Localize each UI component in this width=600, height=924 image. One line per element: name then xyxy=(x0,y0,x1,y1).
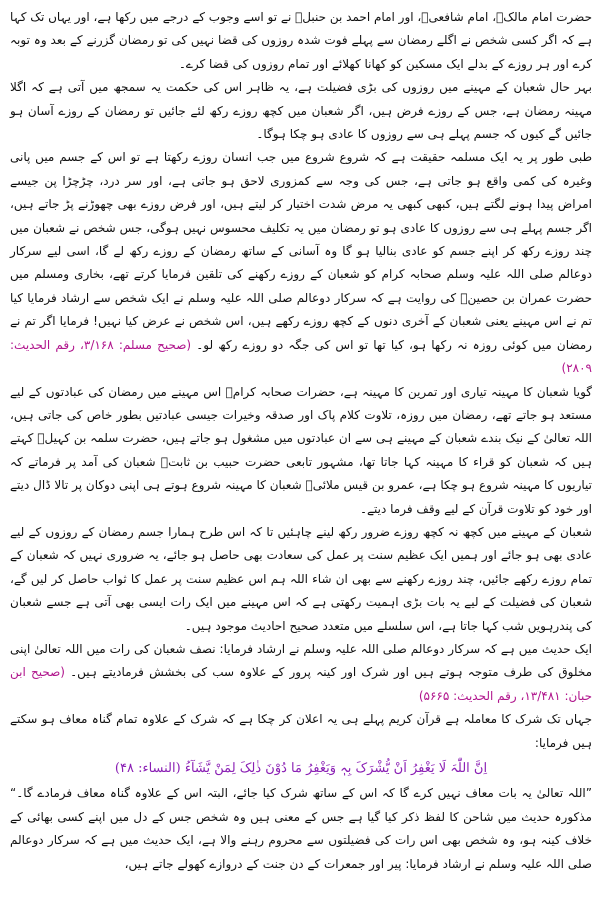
paragraph-3 xyxy=(10,146,592,380)
paragraph-6-text: ایک حدیث میں ہے کہ سرکار دوعالم صلی اللہ علیہ وسلم نے ارشاد فرمایا: نصف شعبان کی رات میں اللہ تعالیٰ اپنی مخلوق کی طرف متوجہ ہوتے ہیں اور شرک اور کینہ پرور کے علاوہ سب کی بخشش فرمادیتے ہیں۔ xyxy=(10,641,592,680)
paragraph-4-text: گویا شعبان کا مہینہ تیاری اور تمرین کا مہینہ ہے، حضرات صحابہ کرامؓ اس مہینے میں رمضان کی عبادتوں کے لیے مستعد ہو جاتے تھے، رمضان میں روزہ، تلاوت کلام پاک اور صدقہ وخیرات جیسی عبادتیں بطور خاص کی جاتی ہیں، اللہ تعالیٰ کے نیک بندے شعبان کے مہینے ہی سے ان عبادتوں میں مشغول ہو جاتے ہیں، حضرت سلمہ بن کہیلؒ کہتے ہیں کہ شعبان کو قراء کا مہینہ کہا جاتا تھا، مشہور تابعی حضرت حبیب بن ثابتؒ شعبان کی آمد پر فرماتے کہ تیاریوں کا مہینہ شروع ہو چکا ہے، عمرو بن قیس ملائیؒ شعبان کا مہینہ شروع ہوتے ہی اپنی دوکان پر تالا ڈال دیتے اور خود کو تلاوت قرآن کے لیے وقف فرما دیتے۔ xyxy=(10,384,592,516)
paragraph-3-text: طبی طور پر یہ ایک مسلمہ حقیقت ہے کہ شروع شروع میں جب انسان روزے رکھتا ہے تو اس کے جسم میں پانی وغیرہ کی کمی واقع ہو جاتی ہے، جس کی وجہ سے کمزوری لاحق ہو جاتی ہے، اور سر درد، چڑچڑا پن جیسے امراض پیدا ہونے لگتے ہیں، کبھی کبھی یہ مرض شدت اختیار کر لیتے ہیں، اور فرض روزے بھی چھوڑنے پڑ جاتے ہیں، اگر جسم پہلے ہی سے روزوں کا عادی ہو تو رمضان میں یہ تکلیف محسوس نہیں ہوگی، جس شخص نے شعبان میں چند روزے رکھ کر اپنے جسم کو عادی بنالیا ہو گا وہ آسانی کے ساتھ رمضان کے روزے رکھ لے گا، اسی لیے سرکار دوعالم صلی اللہ علیہ وسلم صحابہ کرام کو شعبان کے روزے رکھنے کی تلقین فرمایا کرتے تھے، بخاری ومسلم میں حضرت عمران بن حصینؓ کی روایت ہے کہ سرکار دوعالم صلی اللہ علیہ وسلم نے ایک شخص سے ارشاد فرمایا کیا تم نے اس مہینے یعنی شعبان کے آخری دنوں کے کچھ روزے رکھے ہیں، اس شخص نے عرض کیا نہیں! فرمایا اگر تم نے رمضان میں کوئی روزہ نہ رکھا ہو، کیا تھا تو اس کی جگہ دو روزے رکھ لو۔ xyxy=(10,150,592,352)
quran-verse-arabic: اِنَّ اللّٰہَ لَا یَغْفِرُ اَنْ یُّشْرَکَ بِہٖ وَیَغْفِرُ مَا دُوْنَ ذٰلِکَ لِمَنْ یَّشَآءُ xyxy=(184,761,488,776)
quran-verse-reference: (النساء: ۴۸) xyxy=(114,761,181,776)
hadith-citation-ibn-hibban: (صحیح ابن حبان: ۱۳/۴۸۱، رقم الحدیث: ۵۶۶۵) xyxy=(10,665,592,703)
hadith-citation-muslim: (صحیح مسلم: ۳/۱۶۸، رقم الحدیث: ۲۸۰۹) xyxy=(10,337,592,376)
quran-verse xyxy=(10,757,592,780)
paragraph-1 xyxy=(10,6,592,76)
paragraph-1-text: حضرت امام مالکؒ، امام شافعیؒ، اور امام احمد بن حنبلؒ نے تو اسے وجوب کے درجے میں رکھا ہے، اور یہاں تک کہا ہے کہ اگر کسی شخص نے اگلے رمضان سے پہلے فوت شدہ روزوں کی قضا نہیں کی تو رمضان گزرنے کے بعد وہ توبہ کرے اور ہر روزے کے بدلے ایک مسکین کو کھانا کھلائے اور تمام روزوں کی قضا کرے۔ xyxy=(10,10,592,71)
paragraph-5 xyxy=(10,521,592,638)
paragraph-2-text: بہر حال شعبان کے مہینے میں روزوں کی بڑی فضیلت ہے، یہ ظاہر اس کی حکمت یہ سمجھ میں آتی ہے کہ اگلا مہینہ رمضان ہے، جس کے روزے فرض ہیں، اگر شعبان میں کچھ روزے رکھ لئے جائیں تو رمضان کے روزے آسان ہو جائیں گے کیوں کہ جسم پہلے ہی سے روزوں کا عادی ہو چکا ہوگا۔ xyxy=(10,80,592,142)
closing-paragraph xyxy=(10,782,592,876)
closing-paragraph-text: ”اللہ تعالیٰ یہ بات معاف نہیں کرے گا کہ اس کے ساتھ شرک کیا جائے، البتہ اس کے علاوہ گناہ معاف فرمادے گا۔“ مذکورہ حدیث میں شاحن کا لفظ ذکر کیا گیا ہے جس کے معنی ہیں وہ شخص جس کے دل میں اپنے کسی بھائی کے خلاف کینہ ہو، وہ شخص بھی اس رات کی فضیلتوں سے محروم رہنے والا ہے، ایک حدیث میں ہے کہ سرکار دوعالم صلی اللہ علیہ وسلم نے ارشاد فرمایا: پیر اور جمعرات کے دن جنت کے دروازے کھولے جاتے ہیں، xyxy=(10,786,592,871)
paragraph-7-text: جہاں تک شرک کا معاملہ ہے قرآن کریم پہلے ہی یہ اعلان کر چکا ہے کہ شرک کے علاوہ تمام گناہ معاف ہو سکتے ہیں فرمایا: xyxy=(10,712,592,750)
paragraph-7 xyxy=(10,708,592,755)
paragraph-2 xyxy=(10,76,592,146)
paragraph-4 xyxy=(10,381,592,521)
paragraph-5-text: شعبان کے مہینے میں کچھ نہ کچھ روزے ضرور رکھ لینے چاہئیں تا کہ اس طرح ہمارا جسم رمضان کے روزوں کے لیے عادی بھی ہو جائے اور ہمیں ایک عظیم سنت پر عمل کی سعادت بھی حاصل ہو جائے، یہ ضروری نہیں کہ شعبان کے تمام روزے رکھے جائیں، چند روزے رکھنے سے بھی ان شاء اللہ ہم اس عظیم سنت پر عمل کا ثواب حاصل کر لیں گے، شعبان کی فضیلت کے لیے یہ بات بڑی اہمیت رکھتی ہے کہ اس مہینے میں ایک رات ایسی بھی آتی ہے جسے شعبان کی پندرہویں شب کہا جاتا ہے، اس سلسلے میں متعدد صحیح احادیث موجود ہیں۔ xyxy=(10,524,592,633)
paragraph-6 xyxy=(10,638,592,708)
